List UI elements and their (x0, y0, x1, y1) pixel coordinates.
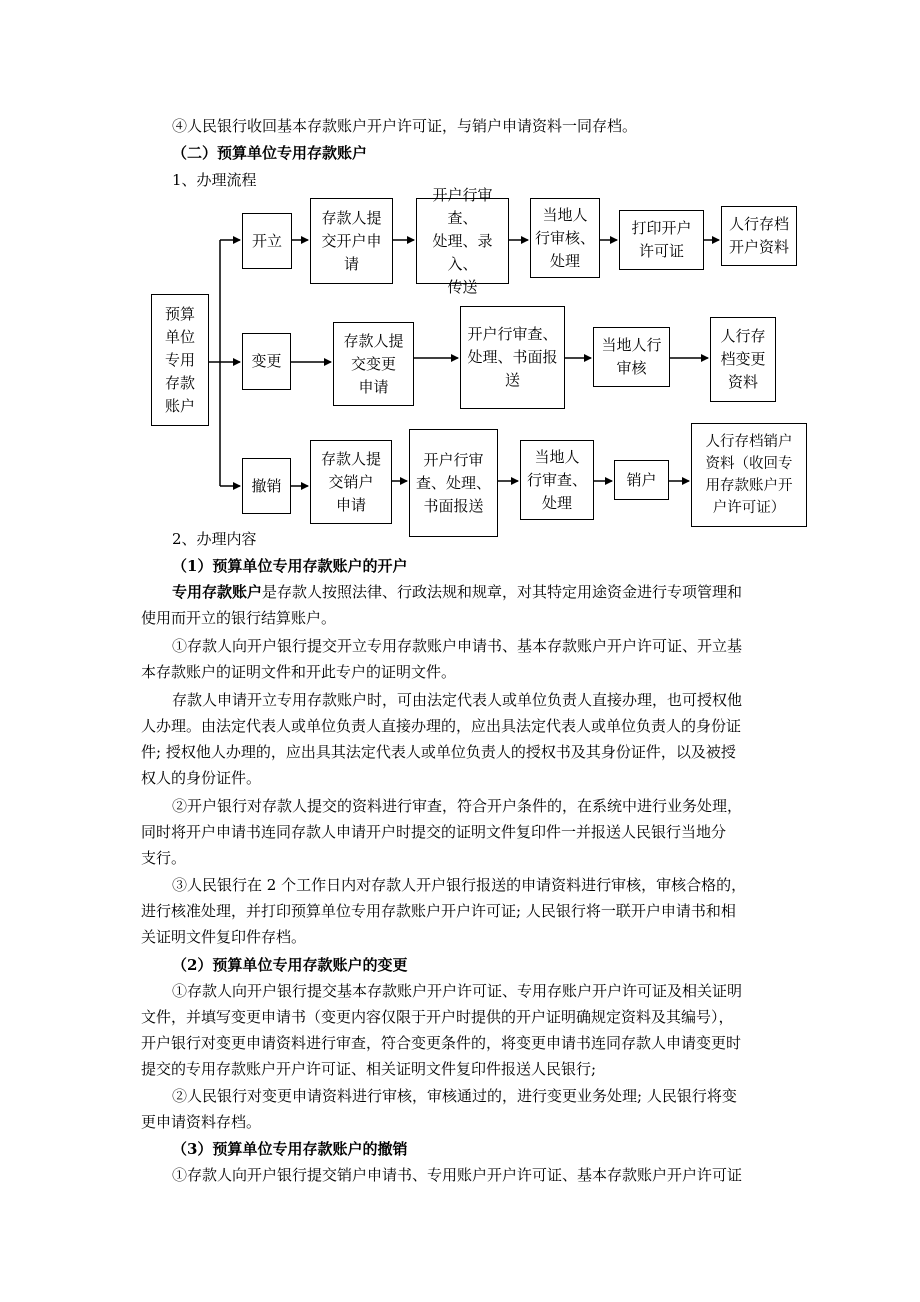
paragraph-line: ②开户银行对存款人提交的资料进行审查，符合开户条件的，在系统中进行业务处理， (172, 797, 743, 815)
flow-heading: 1、办理流程 (172, 171, 257, 189)
paragraph-line: ③人民银行在 2 个工作日内对存款人开户银行报送的申请资料进行审核，审核合格的， (172, 876, 747, 894)
paragraph-line: ①存款人向开户银行提交销户申请书、专用账户开户许可证、基本存款账户开户许可证 (172, 1166, 743, 1184)
paragraph-line: 权人的身份证件。 (141, 769, 262, 787)
paragraph-line: 开户银行对变更申请资料进行审查，符合变更条件的，将变更申请书连同存款人申请变更时 (141, 1034, 742, 1052)
paragraph-line: ①存款人向开户银行提交开立专用存款账户申请书、基本存款账户开户许可证、开立基 (172, 637, 743, 655)
flow-change-step-2: 开户行审查、 处理、书面报 送 (460, 306, 565, 409)
paragraph-line: 支行。 (141, 849, 187, 867)
sub1-title: （1）预算单位专用存款账户的开户 (172, 557, 408, 575)
paragraph-line: ②人民银行对变更申请资料进行审核，审核通过的，进行变更业务处理; 人民银行将变 (172, 1087, 737, 1105)
flow-change-box: 变更 (242, 333, 291, 390)
flow-open-step-3: 当地人 行审核、 处理 (530, 198, 600, 278)
paragraph-line: 文件，并填写变更申请书（变更内容仅限于开户时提供的开户证明确规定资料及其编号）， (141, 1008, 734, 1026)
top-item-text: ④人民银行收回基本存款账户开户许可证，与销户申请资料一同存档。 (172, 117, 638, 135)
paragraph-line: 更申请资料存档。 (141, 1113, 262, 1131)
paragraph-line: 同时将开户申请书连同存款人申请开户时提交的证明文件复印件一并报送人民银行当地分 (141, 823, 727, 841)
section-title: （二）预算单位专用存款账户 (172, 144, 368, 162)
paragraph-line: 关证明文件复印件存档。 (141, 928, 307, 946)
flow-open-step-4: 打印开户 许可证 (619, 210, 704, 270)
paragraph-line: 人办理。由法定代表人或单位负责人直接办理的，应出具法定代表人或单位负责人的身份证 (141, 717, 742, 735)
sub3-title: （3）预算单位专用存款账户的撤销 (172, 1140, 408, 1158)
paragraph-line: 件; 授权他人办理的，应出具其法定代表人或单位负责人的授权书及其身份证件，以及被授 (141, 743, 736, 761)
definition-text: 是存款人按照法律、行政法规和规章，对其特定用途资金进行专项管理和 (262, 583, 743, 601)
paragraph-line: 进行核准处理，并打印预算单位专用存款账户开户许可证; 人民银行将一联开户申请书和相 (141, 902, 736, 920)
flow-change-step-1: 存款人提 交变更 申请 (333, 322, 414, 406)
sub1-definition (172, 582, 742, 602)
flow-open-step-1: 存款人提 交开户申 请 (310, 198, 393, 284)
content-heading: 2、办理内容 (172, 530, 257, 548)
flow-root-box: 预算 单位 专用 存款 账户 (151, 294, 209, 426)
flow-open-step-2: 开户行审查、 处理、录入、 传送 (416, 198, 509, 284)
paragraph-line: 存款人申请开立专用存款账户时，可由法定代表人或单位负责人直接办理，也可授权他 (172, 691, 743, 709)
paragraph-line: 使用而开立的银行结算账户。 (141, 609, 337, 627)
definition-term: 专用存款账户 (172, 583, 263, 601)
flow-change-step-4: 人行存 档变更 资料 (710, 317, 776, 402)
flow-close-step-5: 人行存档销户 资料（收回专 用存款账户开 户许可证） (691, 423, 807, 527)
paragraph-line: 本存款账户的证明文件和开此专户的证明文件。 (141, 663, 457, 681)
sub2-title: （2）预算单位专用存款账户的变更 (172, 956, 408, 974)
flow-close-box: 撤销 (242, 458, 291, 514)
paragraph-line: ①存款人向开户银行提交基本存款账户开户许可证、专用存账户开户许可证及相关证明 (172, 982, 743, 1000)
flow-close-step-4: 销户 (614, 460, 669, 500)
flow-close-step-2: 开户行审 查、处理、 书面报送 (409, 429, 498, 537)
flow-close-step-1: 存款人提 交销户 申请 (310, 440, 392, 524)
flow-close-step-3: 当地人 行审查、 处理 (520, 440, 594, 520)
flow-open-step-5: 人行存档 开户资料 (721, 206, 797, 266)
paragraph-line: 提交的专用存款账户开户许可证、相关证明文件复印件报送人民银行; (141, 1060, 597, 1078)
flow-open-box: 开立 (242, 213, 292, 269)
flow-change-step-3: 当地人行 审核 (593, 327, 670, 387)
